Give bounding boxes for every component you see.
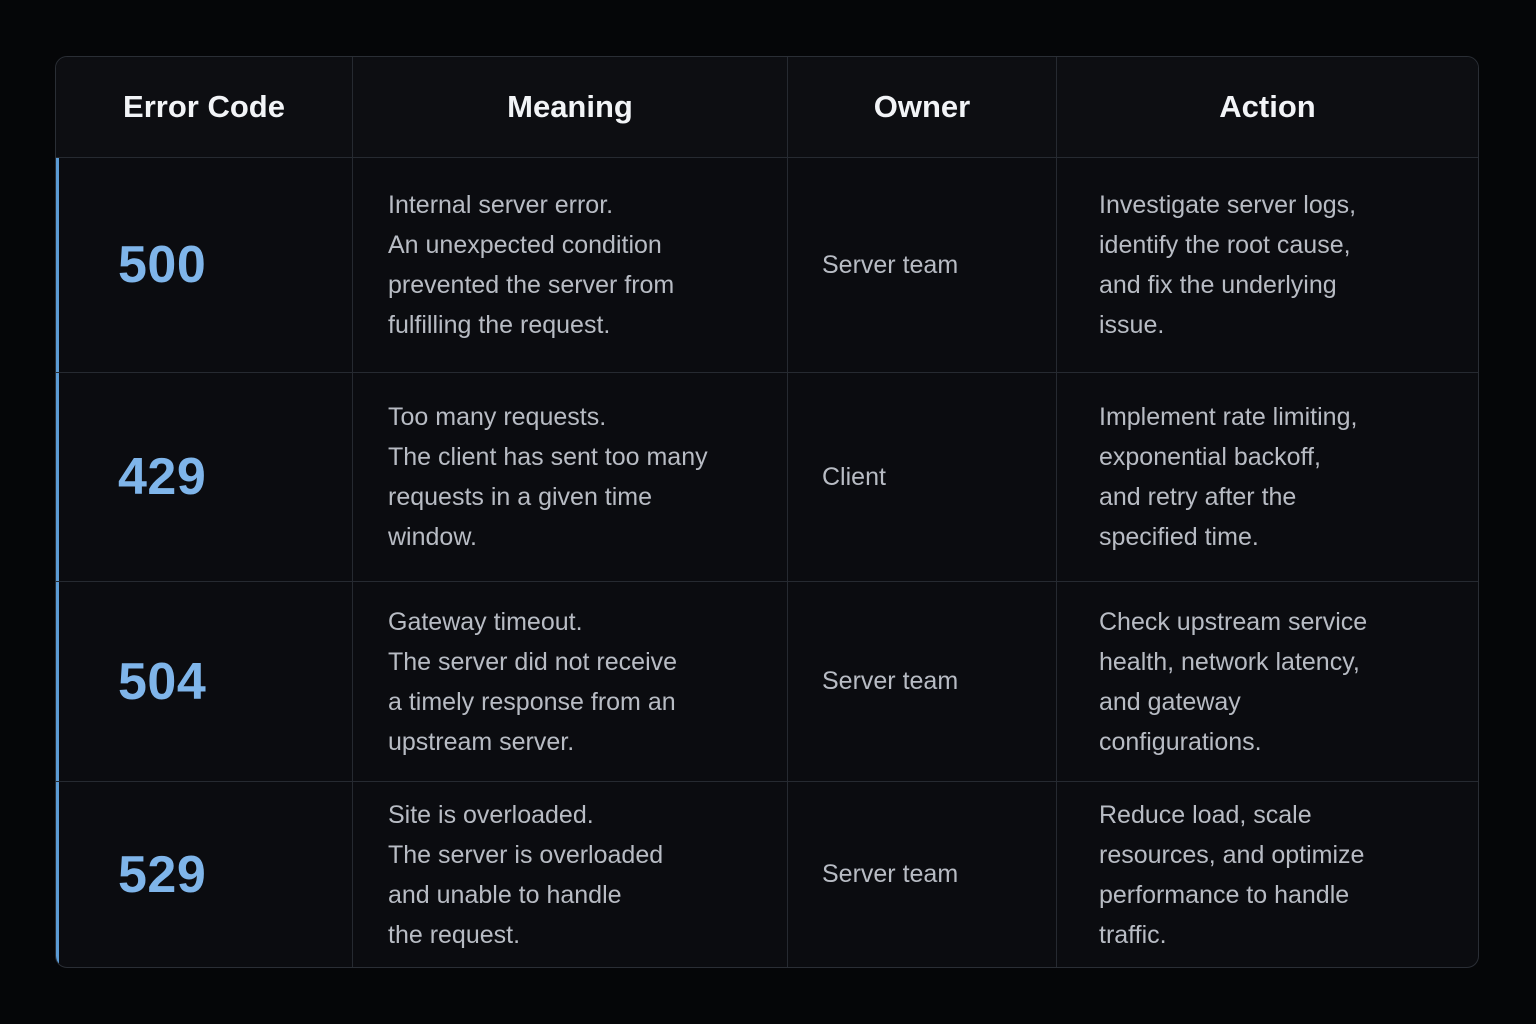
action-line: and fix the underlying: [1099, 271, 1337, 299]
meaning-line: fulfilling the request.: [388, 311, 611, 339]
meaning-line: a timely response from an: [388, 687, 676, 716]
meaning-line: requests in a given time: [388, 483, 653, 511]
error-code: 504: [118, 652, 207, 711]
action-line: specified time.: [1099, 523, 1259, 551]
action-line: traffic.: [1099, 920, 1167, 949]
action-line: issue.: [1099, 311, 1165, 339]
error-code: 500: [118, 236, 207, 294]
owner-cell: Server team: [788, 158, 1057, 373]
meaning-line: The server is overloaded: [388, 840, 664, 869]
meaning-line: The server did not receive: [388, 647, 678, 676]
meaning-line: and unable to handle: [388, 880, 622, 909]
meaning-cell: [353, 158, 788, 373]
action-line: and retry after the: [1099, 483, 1297, 511]
meaning-line: window.: [388, 523, 477, 551]
meaning-line: prevented the server from: [388, 271, 675, 299]
action-line: configurations.: [1099, 727, 1262, 756]
error-code: 529: [118, 845, 207, 904]
action-line: Implement rate limiting,: [1099, 403, 1358, 431]
owner-cell: Client: [788, 373, 1057, 582]
table-grid: [56, 57, 1478, 967]
meaning-cell: [353, 782, 788, 967]
header-action: Action: [1057, 57, 1478, 158]
meaning-cell: [353, 373, 788, 582]
meaning-line: The client has sent too many: [388, 443, 708, 471]
meaning-line: the request.: [388, 920, 521, 949]
meaning-line: Too many requests.: [388, 403, 607, 431]
action-line: health, network latency,: [1099, 647, 1360, 676]
meaning-line: Site is overloaded.: [388, 800, 594, 829]
action-line: Reduce load, scale: [1099, 800, 1312, 829]
action-line: identify the root cause,: [1099, 231, 1351, 259]
table-row-code-cell: [56, 158, 353, 373]
header-owner: Owner: [788, 57, 1057, 158]
action-cell: [1057, 582, 1478, 782]
meaning-line: upstream server.: [388, 727, 575, 756]
owner-cell: Server team: [788, 582, 1057, 782]
meaning-cell: [353, 582, 788, 782]
error-code: 429: [118, 448, 207, 506]
action-line: and gateway: [1099, 687, 1241, 716]
table-row-code-cell: [56, 782, 353, 967]
action-line: exponential backoff,: [1099, 443, 1321, 471]
table-row-code-cell: [56, 582, 353, 782]
table-row-code-cell: [56, 373, 353, 582]
header-meaning: Meaning: [353, 57, 788, 158]
error-code-table: [55, 56, 1479, 968]
owner-cell: Server team: [788, 782, 1057, 967]
meaning-line: Internal server error.: [388, 191, 614, 219]
action-cell: [1057, 782, 1478, 967]
action-line: resources, and optimize: [1099, 840, 1365, 869]
action-line: performance to handle: [1099, 880, 1350, 909]
header-error-code: Error Code: [56, 57, 353, 158]
action-line: Check upstream service: [1099, 607, 1368, 636]
meaning-line: An unexpected condition: [388, 231, 662, 259]
meaning-line: Gateway timeout.: [388, 607, 583, 636]
action-cell: [1057, 158, 1478, 373]
action-line: Investigate server logs,: [1099, 191, 1357, 219]
action-cell: [1057, 373, 1478, 582]
